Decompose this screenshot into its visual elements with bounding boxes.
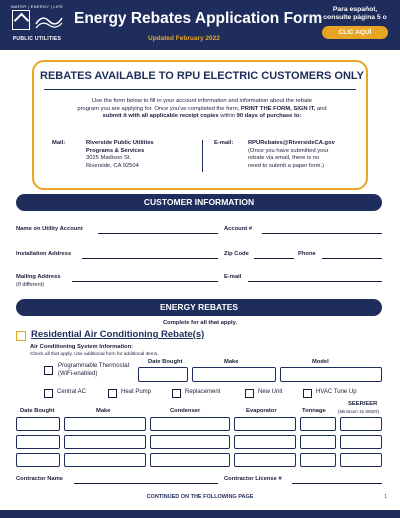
energy-rebates-heading: ENERGY REBATES (16, 299, 382, 316)
zip-field[interactable] (254, 258, 294, 259)
email-field-label: E-mail (224, 274, 242, 280)
phone-label: Phone (298, 251, 316, 257)
name-label: Name on Utility Account (16, 226, 83, 232)
complete-note: Complete for all that apply. (163, 320, 237, 326)
col-seer-note: (Minimum 15 SEER) (338, 409, 380, 414)
col-tonnage: Tonnage (302, 408, 326, 414)
col-condenser: Condenser (170, 408, 201, 414)
central-ac-checkbox[interactable] (44, 389, 53, 398)
replacement-label: Replacement (185, 389, 221, 395)
row2-tonnage-input[interactable] (300, 435, 336, 449)
mailing-address-field[interactable] (72, 281, 218, 282)
row2-make-input[interactable] (64, 435, 146, 449)
phone-field[interactable] (322, 258, 382, 259)
logo-name: PUBLIC UTILITIES (12, 36, 62, 42)
thermostat-make-input[interactable] (192, 367, 276, 382)
residential-ac-checkbox[interactable] (16, 331, 26, 341)
heat-pump-checkbox[interactable] (108, 389, 117, 398)
thermostat-make-header: Make (224, 359, 239, 365)
ac-info-note: Check all that apply. Use additional form for additional items. (30, 352, 159, 357)
spanish-note: Para español, consulte página 5 o (323, 6, 387, 21)
central-ac-label: Central AC (57, 389, 87, 395)
zip-label: Zip Code (224, 251, 249, 257)
mail-label: Mail: (52, 140, 66, 146)
row3-evaporator-input[interactable] (234, 453, 296, 467)
rebate-info-box (32, 60, 368, 190)
footer-bar (0, 510, 400, 518)
heat-pump-label: Heat Pump (121, 389, 152, 395)
name-field[interactable] (98, 233, 218, 234)
thermostat-model-input[interactable] (280, 367, 382, 382)
row3-condenser-input[interactable] (150, 453, 230, 467)
row1-evaporator-input[interactable] (234, 417, 296, 431)
thermostat-sublabel: (WiFi-enabled) (58, 371, 98, 377)
thermostat-date-input[interactable] (138, 367, 188, 382)
mail-email-divider (202, 140, 203, 172)
install-address-field[interactable] (82, 258, 218, 259)
logo-tagline: WATER | ENERGY | LIFE (10, 4, 64, 9)
col-evaporator: Evaporator (246, 408, 277, 414)
rpu-logo (8, 4, 66, 46)
hvac-tune-up-checkbox[interactable] (303, 389, 312, 398)
row1-condenser-input[interactable] (150, 417, 230, 431)
contractor-license-label: Contractor License # (224, 476, 282, 482)
header-banner (0, 0, 400, 50)
row1-tonnage-input[interactable] (300, 417, 336, 431)
account-label: Account # (224, 226, 253, 232)
logo-house-icon (12, 10, 30, 30)
contractor-name-label: Contractor Name (16, 476, 64, 482)
rebate-heading: REBATES AVAILABLE TO RPU ELECTRIC CUSTOMERS ONLY (40, 70, 364, 82)
mailing-address-note: (If different) (16, 282, 45, 288)
thermostat-label: Programmable Thermostat (58, 363, 130, 369)
rebate-email-link[interactable]: RPURebates@RiversideCA.gov (248, 140, 335, 146)
thermostat-model-header: Model (312, 359, 329, 365)
contractor-name-field[interactable] (74, 483, 218, 484)
row3-tonnage-input[interactable] (300, 453, 336, 467)
row2-condenser-input[interactable] (150, 435, 230, 449)
continued-note: CONTINUED ON THE FOLLOWING PAGE (146, 494, 254, 500)
email-label: E-mail: (214, 140, 234, 146)
row2-seer-input[interactable] (340, 435, 382, 449)
row1-make-input[interactable] (64, 417, 146, 431)
account-field[interactable] (262, 233, 382, 234)
rebate-divider (44, 89, 356, 90)
ac-info-label: Air Conditioning System Information: (30, 344, 134, 350)
residential-ac-title: Residential Air Conditioning Rebate(s) (31, 329, 205, 340)
row3-make-input[interactable] (64, 453, 146, 467)
mailing-address-label: Mailing Address (16, 274, 61, 280)
contractor-license-field[interactable] (292, 483, 382, 484)
row1-seer-input[interactable] (340, 417, 382, 431)
page-title: Energy Rebates Application Form (74, 10, 323, 27)
page-subtitle: Updated February 2022 (148, 35, 220, 42)
replacement-checkbox[interactable] (172, 389, 181, 398)
row2-date-input[interactable] (16, 435, 60, 449)
rebate-instructions: Use the form below to fill in your account information and information about the rebate program you are applying for. Once you've completed the form, PRINT THE FORM, SIGN IT, and submit it with all applicable receipt copies within 90 days of purchase to: (77, 98, 327, 119)
email-address: RPURebates@RiversideCA.gov (Once you have submitted your rebate via email, there is no need to submit a paper form.) (248, 140, 335, 169)
col-make: Make (96, 408, 111, 414)
row2-evaporator-input[interactable] (234, 435, 296, 449)
customer-info-heading: CUSTOMER INFORMATION (16, 194, 382, 211)
mail-address: Riverside Public Utilities Programs & Services 3025 Madison St. Riverside, CA 92504 (86, 140, 154, 169)
row3-date-input[interactable] (16, 453, 60, 467)
thermostat-checkbox[interactable] (44, 366, 53, 375)
col-seer: SEER/EER (348, 401, 378, 407)
thermostat-date-header: Date Bought (148, 359, 183, 365)
click-here-button[interactable]: CLIC AQUÍ (322, 26, 388, 39)
new-unit-label: New Unit (258, 389, 283, 395)
col-date-bought: Date Bought (20, 408, 55, 414)
logo-wave-icon (34, 12, 64, 30)
hvac-tune-up-label: HVAC Tune Up (316, 389, 357, 395)
row3-seer-input[interactable] (340, 453, 382, 467)
page-number: 1 (384, 494, 388, 500)
install-address-label: Installation Address (16, 251, 72, 257)
email-field[interactable] (248, 281, 382, 282)
row1-date-input[interactable] (16, 417, 60, 431)
new-unit-checkbox[interactable] (245, 389, 254, 398)
